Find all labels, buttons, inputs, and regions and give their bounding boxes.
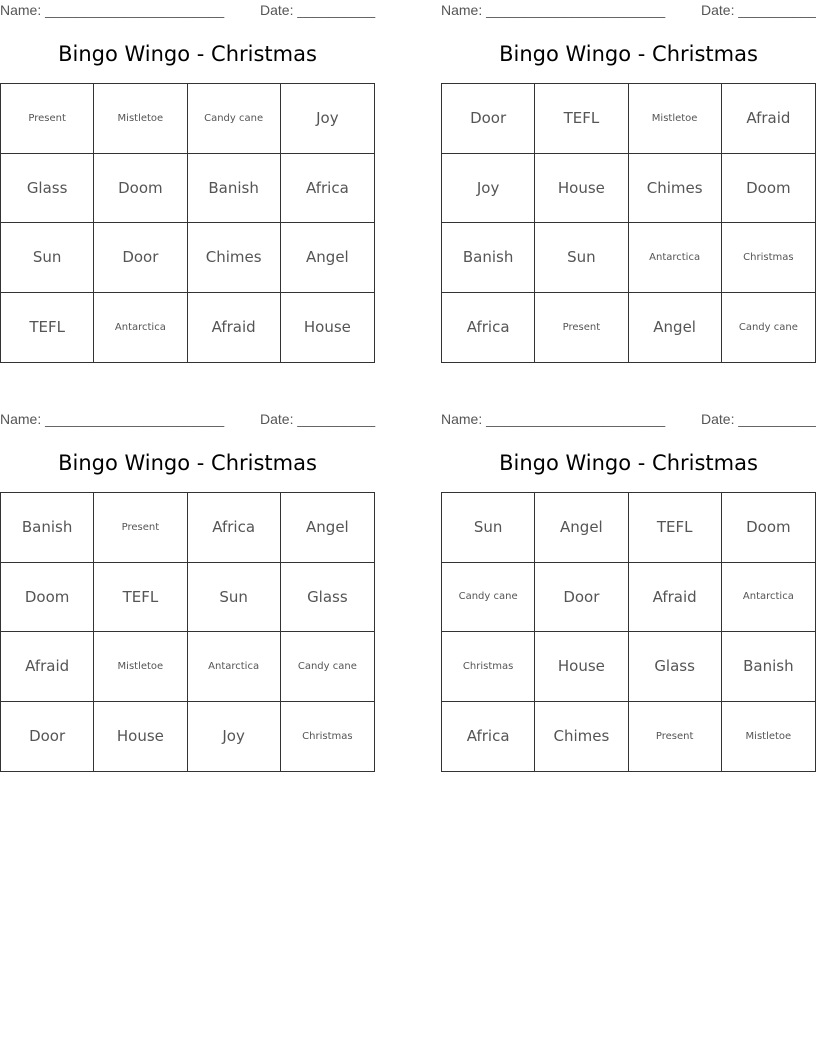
bingo-cell: Candy cane bbox=[188, 84, 281, 154]
bingo-cell: Doom bbox=[94, 154, 187, 224]
card-header bbox=[441, 409, 816, 431]
name-field: Name: _______________________ bbox=[0, 411, 225, 427]
bingo-card bbox=[441, 0, 816, 337]
bingo-cell: TEFL bbox=[94, 563, 187, 633]
bingo-grid bbox=[441, 492, 816, 772]
bingo-cell: Joy bbox=[442, 154, 535, 224]
date-field: Date: __________ bbox=[260, 2, 376, 18]
bingo-cell: Banish bbox=[442, 223, 535, 293]
bingo-cell: Candy cane bbox=[281, 632, 374, 702]
bingo-cell: Mistletoe bbox=[629, 84, 722, 154]
bingo-cell: Mistletoe bbox=[94, 84, 187, 154]
bingo-cell: Banish bbox=[722, 632, 815, 702]
bingo-cell: Chimes bbox=[535, 702, 628, 772]
bingo-cell: Candy cane bbox=[442, 563, 535, 633]
bingo-cell: Angel bbox=[535, 493, 628, 563]
bingo-cell: Sun bbox=[442, 493, 535, 563]
card-header bbox=[0, 409, 375, 431]
bingo-cell: Sun bbox=[1, 223, 94, 293]
bingo-cell: Sun bbox=[188, 563, 281, 633]
name-field: Name: _______________________ bbox=[0, 2, 225, 18]
card-title: Bingo Wingo - Christmas bbox=[499, 42, 758, 66]
bingo-cell: Chimes bbox=[188, 223, 281, 293]
bingo-cell: Afraid bbox=[629, 563, 722, 633]
bingo-card bbox=[0, 409, 376, 746]
bingo-grid bbox=[441, 83, 816, 363]
bingo-cell: Africa bbox=[442, 293, 535, 363]
card-header bbox=[0, 0, 375, 22]
bingo-cell: Christmas bbox=[302, 730, 353, 742]
bingo-cell: Christmas bbox=[442, 632, 535, 702]
card-title: Bingo Wingo - Christmas bbox=[58, 451, 317, 475]
bingo-cell: Joy bbox=[188, 702, 281, 772]
bingo-cell: Door bbox=[535, 563, 628, 633]
bingo-cell: Africa bbox=[188, 493, 281, 563]
bingo-cell: Angel bbox=[281, 223, 374, 293]
bingo-cell: Candy cane bbox=[738, 321, 798, 333]
bingo-cell: Present bbox=[94, 493, 187, 563]
bingo-cell: Mistletoe bbox=[745, 730, 792, 742]
bingo-cell: Door bbox=[442, 84, 535, 154]
name-field: Name: _______________________ bbox=[441, 2, 666, 18]
bingo-cell: Doom bbox=[722, 154, 815, 224]
bingo-cell: Chimes bbox=[629, 154, 722, 224]
bingo-cell: Banish bbox=[1, 493, 94, 563]
bingo-cell: Door bbox=[94, 223, 187, 293]
bingo-cell: Banish bbox=[188, 154, 281, 224]
bingo-cell: Glass bbox=[281, 563, 374, 633]
bingo-cell: Antarctica bbox=[629, 223, 722, 293]
bingo-cell: Angel bbox=[629, 293, 722, 363]
bingo-cell: Doom bbox=[1, 563, 94, 633]
bingo-card bbox=[0, 0, 376, 337]
bingo-cell: House bbox=[535, 154, 628, 224]
bingo-cell: TEFL bbox=[629, 493, 722, 563]
bingo-cell: Doom bbox=[722, 493, 815, 563]
card-title: Bingo Wingo - Christmas bbox=[499, 451, 758, 475]
date-field: Date: __________ bbox=[701, 2, 816, 18]
bingo-cell: House bbox=[94, 702, 187, 772]
bingo-cell: TEFL bbox=[535, 84, 628, 154]
bingo-cell: Afraid bbox=[188, 293, 281, 363]
card-header bbox=[441, 0, 816, 22]
bingo-cell: Africa bbox=[442, 702, 535, 772]
bingo-cell: Joy bbox=[281, 84, 374, 154]
bingo-cell: Afraid bbox=[722, 84, 815, 154]
bingo-grid bbox=[0, 492, 375, 772]
bingo-cell: Glass bbox=[1, 154, 94, 224]
bingo-cell: Antarctica bbox=[188, 632, 281, 702]
name-field: Name: _______________________ bbox=[441, 411, 666, 427]
bingo-cell: TEFL bbox=[1, 293, 94, 363]
bingo-cell: Glass bbox=[629, 632, 722, 702]
bingo-grid bbox=[0, 83, 375, 363]
bingo-cell: Antarctica bbox=[94, 293, 187, 363]
bingo-cell: Afraid bbox=[1, 632, 94, 702]
bingo-cell: House bbox=[535, 632, 628, 702]
card-title: Bingo Wingo - Christmas bbox=[58, 42, 317, 66]
bingo-cell: Present bbox=[1, 84, 94, 154]
bingo-cell: Present bbox=[535, 293, 628, 363]
bingo-cell: Present bbox=[629, 702, 722, 772]
bingo-cell: Antarctica bbox=[722, 563, 815, 633]
bingo-cell: House bbox=[303, 318, 351, 337]
bingo-cell: Angel bbox=[281, 493, 374, 563]
bingo-cell: Mistletoe bbox=[94, 632, 187, 702]
bingo-card bbox=[441, 409, 816, 746]
bingo-cell: Sun bbox=[535, 223, 628, 293]
bingo-cell: Africa bbox=[281, 154, 374, 224]
bingo-cell: Christmas bbox=[722, 223, 815, 293]
date-field: Date: __________ bbox=[260, 411, 376, 427]
date-field: Date: __________ bbox=[701, 411, 816, 427]
bingo-cell: Door bbox=[1, 702, 94, 772]
